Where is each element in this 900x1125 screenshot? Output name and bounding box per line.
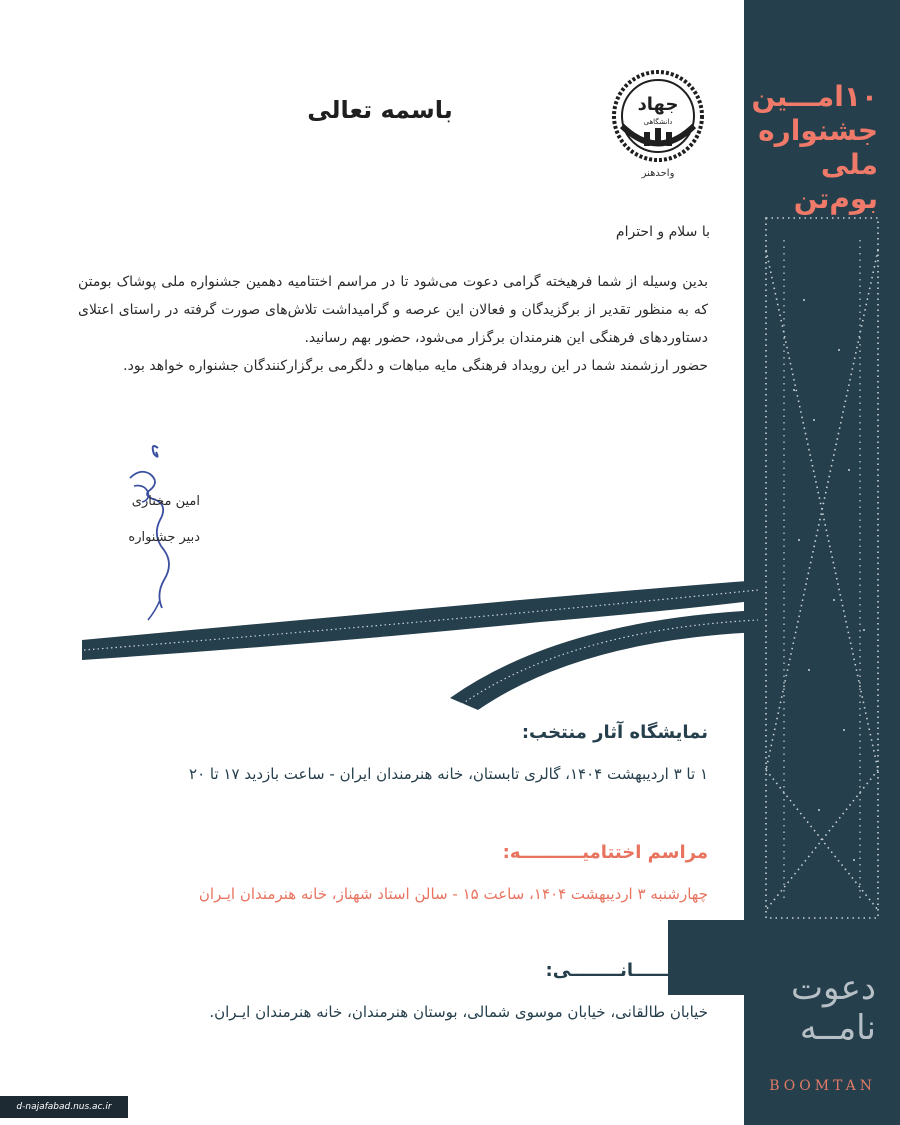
- invitation-title-line-2: نامــه: [799, 1008, 876, 1048]
- ceremony-title: مراسم اختتامیــــــــــه:: [502, 842, 708, 863]
- logo-main-text: جهاد: [637, 94, 679, 115]
- greeting: با سلام و احترام: [615, 224, 710, 240]
- dotted-pattern: [744, 210, 900, 925]
- brand-name: BOOMTAN: [769, 1078, 876, 1094]
- festival-title-line-2: جشنواره: [758, 114, 878, 147]
- ceremony-details: چهارشنبه ۳ اردیبهشت ۱۴۰۴، ساعت ۱۵ - سالن استاد شهناز، خانه هنرمندان ایـران: [198, 885, 708, 903]
- address-title: نشــــــــانــــــــی:: [545, 960, 708, 981]
- letter-paragraph-1: بدین وسیله از شما فرهیخته گرامی دعوت می‌شود تا در مراسم اختتامیه دهمین جشنواره ملی پوشاک بومتن که به منظور تقدیر از برگزیدگان و فعالان این عرصه و گرامیداشت تلاش‌های صورت گرفته در راستای اعتلای دستاوردهای فرهنگی این هنرمندان برگزار می‌شود، حضور بهم رسانید.: [78, 274, 708, 346]
- logo-caption: واحدهنر: [641, 168, 675, 179]
- site-watermark: d-najafabad.nus.ac.ir: [0, 1096, 128, 1118]
- letter-paragraph-2: حضور ارزشمند شما در این رویداد فرهنگی مایه مباهات و دلگرمی برگزارکنندگان جشنواره خواهد بود.: [123, 358, 708, 374]
- festival-title-line-1: ۱۰امـــین: [751, 80, 878, 113]
- jahad-daneshgahi-logo-icon: [608, 66, 708, 166]
- page-heading: باسمه تعالی: [307, 96, 453, 124]
- exhibition-section: [40, 722, 708, 783]
- ceremony-section: [40, 842, 708, 903]
- festival-title: [738, 80, 878, 216]
- address-details: خیابان طالقانی، خیابان موسوی شمالی، بوستان هنرمندان، خانه هنرمندان ایـران.: [209, 1003, 708, 1021]
- festival-title-line-3: ملی بوم‌تن: [793, 148, 878, 215]
- logo-sub-text: دانشگاهی: [643, 118, 673, 126]
- invitation-title: [746, 968, 876, 1048]
- jahad-logo: [608, 66, 708, 186]
- invitation-title-line-1: دعوت: [791, 968, 876, 1008]
- exhibition-title: نمایشگاه آثار منتخب:: [521, 722, 708, 743]
- address-section: [40, 960, 708, 1021]
- signatory-role: دبیر جشنواره: [128, 530, 200, 545]
- exhibition-details: ۱ تا ۳ اردیبهشت ۱۴۰۴، گالری تابستان، خانه هنرمندان ایران - ساعت بازدید ۱۷ تا ۲۰: [189, 765, 708, 783]
- signatory-name: امین مختاری: [131, 494, 200, 509]
- ribbon-decoration: [0, 560, 760, 720]
- letter-body: [78, 268, 708, 380]
